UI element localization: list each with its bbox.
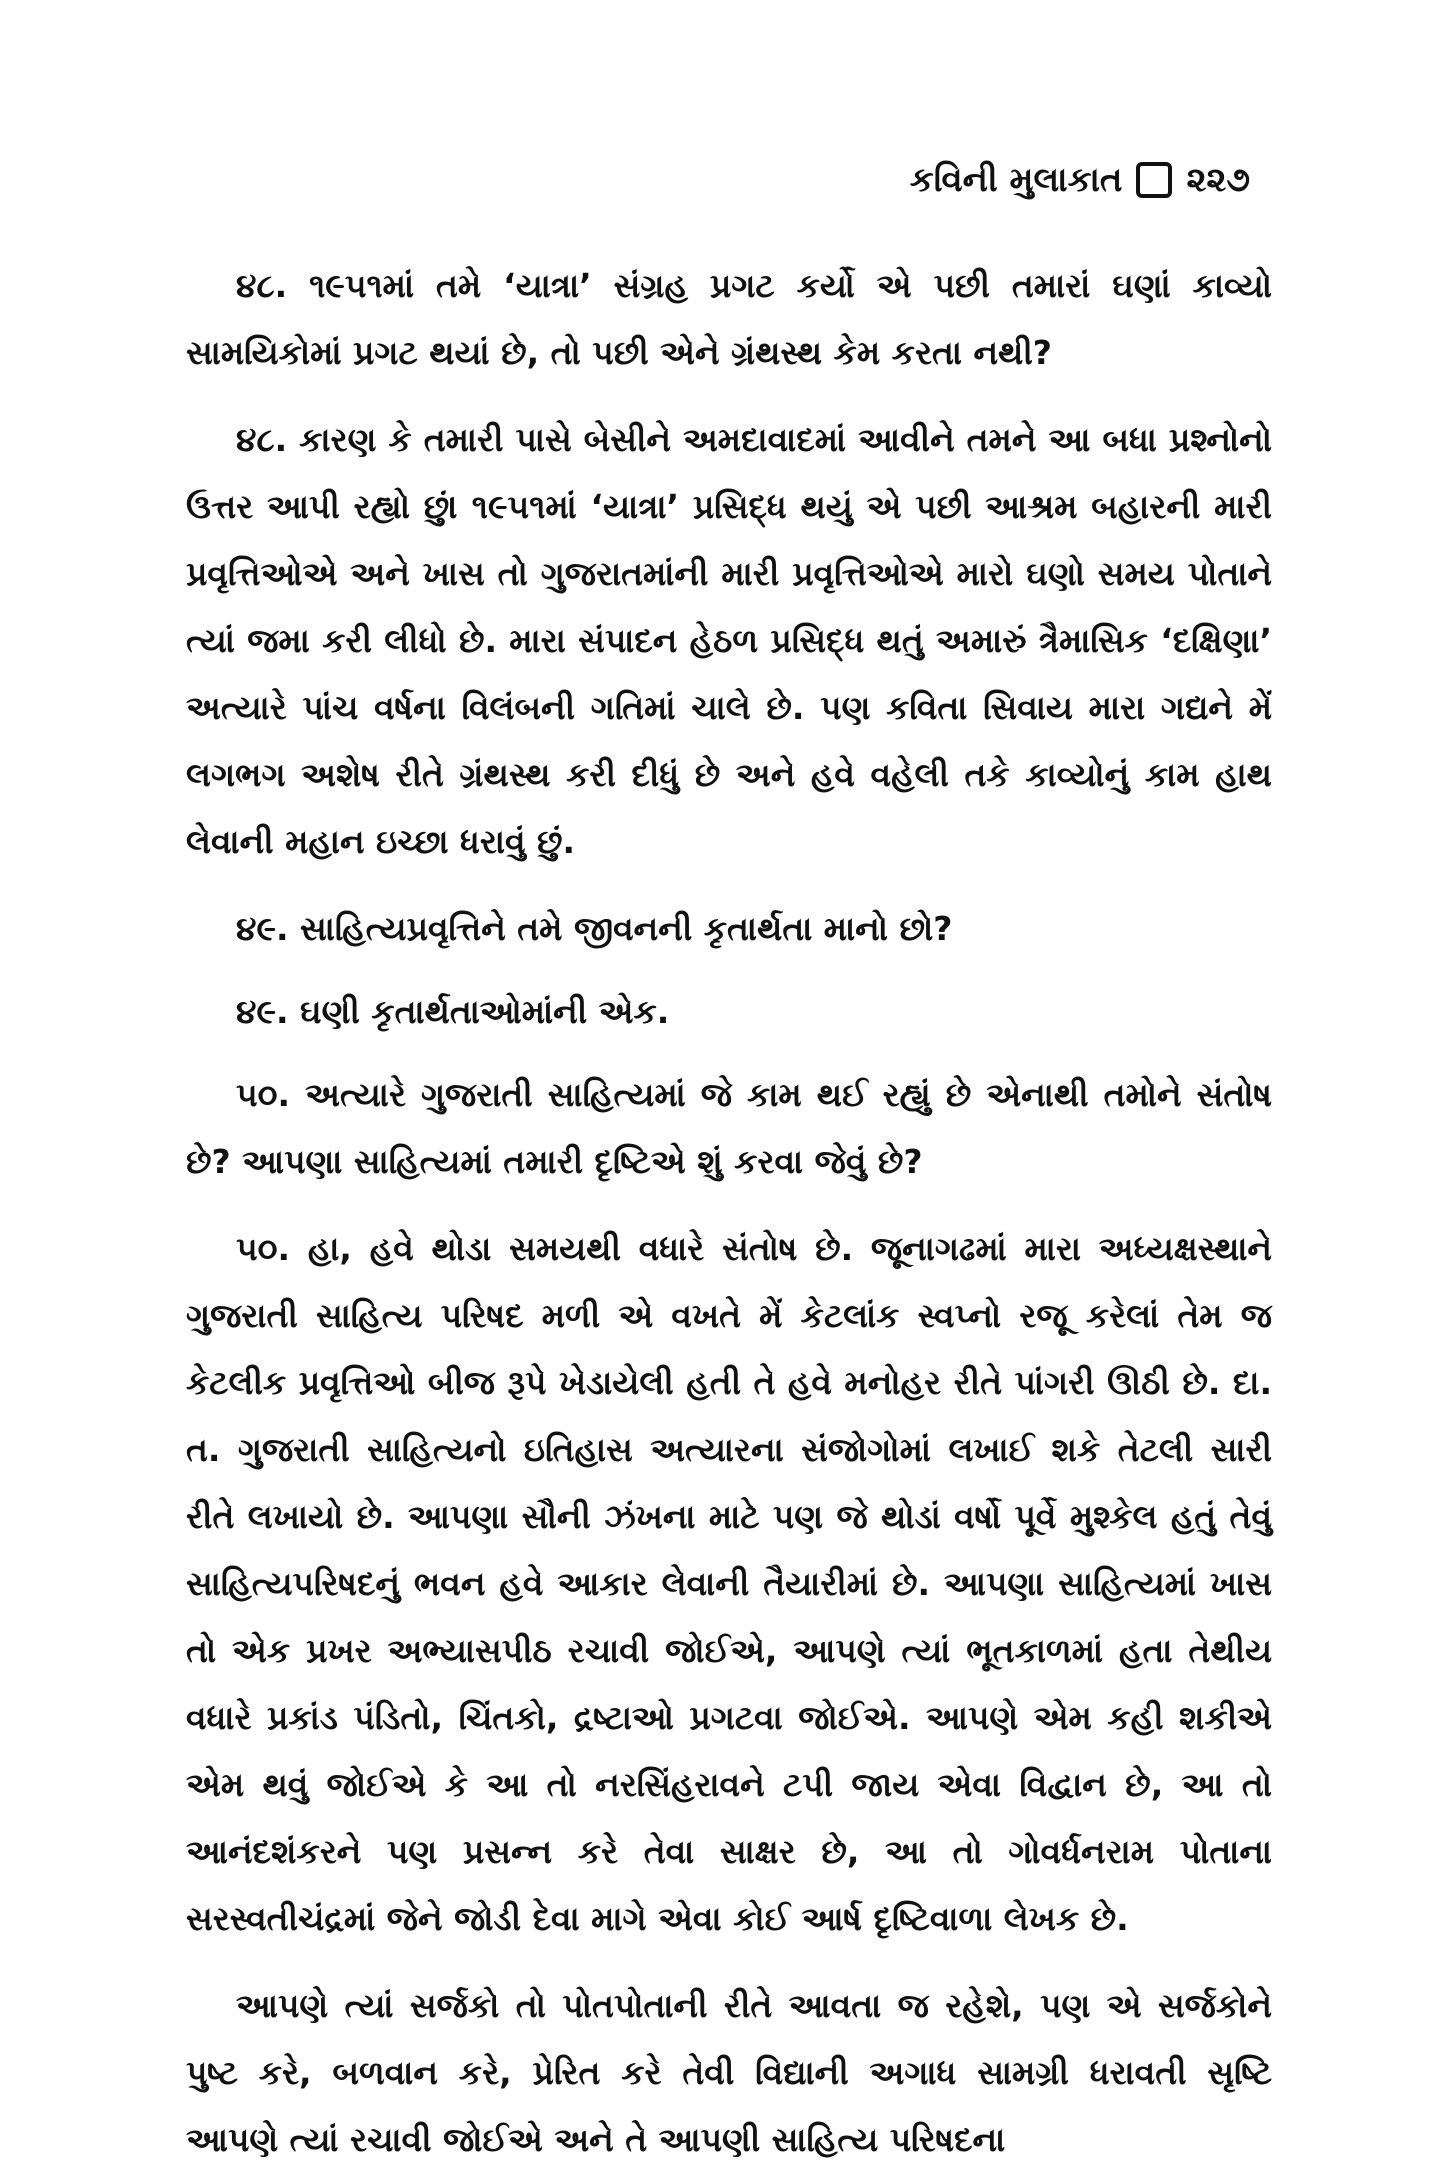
answer-49: ૪૯. ઘણી કૃતાર્થતાઓમાંની એક. bbox=[236, 992, 670, 1031]
answer-50: ૫૦. હા, હવે થોડા સમયથી વધારે સંતોષ છે. જૂનાગઢમાં મારા અધ્યક્ષસ્થાને ગુજરાતી સાહિત્ય પરિષદ મળી એ વખતે મેં કેટલાંક સ્વપ્નો રજૂ કરેલાં તેમ જ કેટલીક પ્રવૃત્તિઓ બીજ રૂપે ખેડાયેલી હતી તે હવે મનોહર રીતે પાંગરી ઊઠી છે. દા. ત. ગુજરાતી સાહિત્યનો ઇતિહાસ અત્યારના સંજોગોમાં લખાઈ શકે તેટલી સારી રીતે લખાયો છે. આપણા સૌની ઝંખના માટે પણ જે થોડાં વર્ષો પૂર્વે મુશ્કેલ હતું તેવું સાહિત્યપરિષદનું ભવન હવે આકાર લેવાની તૈયારીમાં છે. આપણા સાહિત્યમાં ખાસ તો એક પ્રખર અભ્યાસપીઠ રચાવી જોઈએ, આપણે ત્યાં ભૂતકાળમાં હતા તેથીય વધારે પ્રકાંડ પંડિતો, ચિંતકો, દ્રષ્ટાઓ પ્રગટવા જોઈએ. આપણે એમ કહી શકીએ એમ થવું જોઈએ કે આ તો નરસિંહરાવને ટપી જાય એવા વિદ્વાન છે, આ તો આનંદશંકરને પણ પ્રસન્ન કરે તેવા સાક્ષર છે, આ તો ગોવર્ધનરામ પોતાના સરસ્વતીચંદ્રમાં જેને જોડી દેવા માગે એવા કોઈ આર્ષ દૃષ્ટિવાળા લેખક છે. bbox=[186, 1229, 1272, 1938]
page-body bbox=[186, 252, 1272, 2173]
question-50: ૫૦. અત્યારે ગુજરાતી સાહિત્યમાં જે કામ થઈ રહ્યું છે એનાથી તમોને સંતોષ છે? આપણા સાહિત્યમાં તમારી દૃષ્ટિએ શું કરવા જેવું છે? bbox=[186, 1075, 1272, 1181]
question-49: ૪૯. સાહિત્યપ્રવૃત્તિને તમે જીવનની કૃતાર્થતા માનો છો? bbox=[236, 909, 953, 948]
header-box-ornament bbox=[1136, 162, 1172, 198]
running-title: કવિની મુલાકાત bbox=[909, 160, 1123, 200]
question-48: ૪૮. ૧૯૫૧માં તમે ‘યાત્રા’ સંગ્રહ પ્રગટ કર્યો એ પછી તમારાં ઘણાં કાવ્યો સામયિકોમાં પ્રગટ થયાં છે, તો પછી એને ગ્રંથસ્થ કેમ કરતા નથી? bbox=[186, 266, 1272, 372]
answer-48: ૪૮. કારણ કે તમારી પાસે બેસીને અમદાવાદમાં આવીને તમને આ બધા પ્રશ્નોનો ઉત્તર આપી રહ્યો છું। ૧૯૫૧માં ‘યાત્રા’ પ્રસિદ્ધ થયું એ પછી આશ્રમ બહારની મારી પ્રવૃત્તિઓએ અને ખાસ તો ગુજરાતમાંની મારી પ્રવૃત્તિઓએ મારો ઘણો સમય પોતાને ત્યાં જમા કરી લીધો છે. મારા સંપાદન હેઠળ પ્રસિદ્ધ થતું અમારું ત્રૈમાસિક ‘દક્ષિણા’ અત્યારે પાંચ વર્ષના વિલંબની ગતિમાં ચાલે છે. પણ કવિતા સિવાય મારા ગદ્યને મેં લગભગ અશેષ રીતે ગ્રંથસ્થ કરી દીધું છે અને હવે વહેલી તકે કાવ્યોનું કામ હાથ લેવાની મહાન ઇચ્છા ધરાવું છું. bbox=[186, 420, 1272, 861]
page-number: ૨૨૭ bbox=[1186, 160, 1250, 200]
answer-50-continued: આપણે ત્યાં સર્જકો તો પોતપોતાની રીતે આવતા જ રહેશે, પણ એ સર્જકોને પુષ્ટ કરે, બળવાન કરે, પ્રેરિત કરે તેવી વિદ્યાની અગાધ સામગ્રી ધરાવતી સૃષ્ટિ આપણે ત્યાં રચાવી જોઈએ અને તે આપણી સાહિત્ય પરિષદના bbox=[186, 1986, 1272, 2159]
running-header bbox=[910, 160, 1250, 200]
